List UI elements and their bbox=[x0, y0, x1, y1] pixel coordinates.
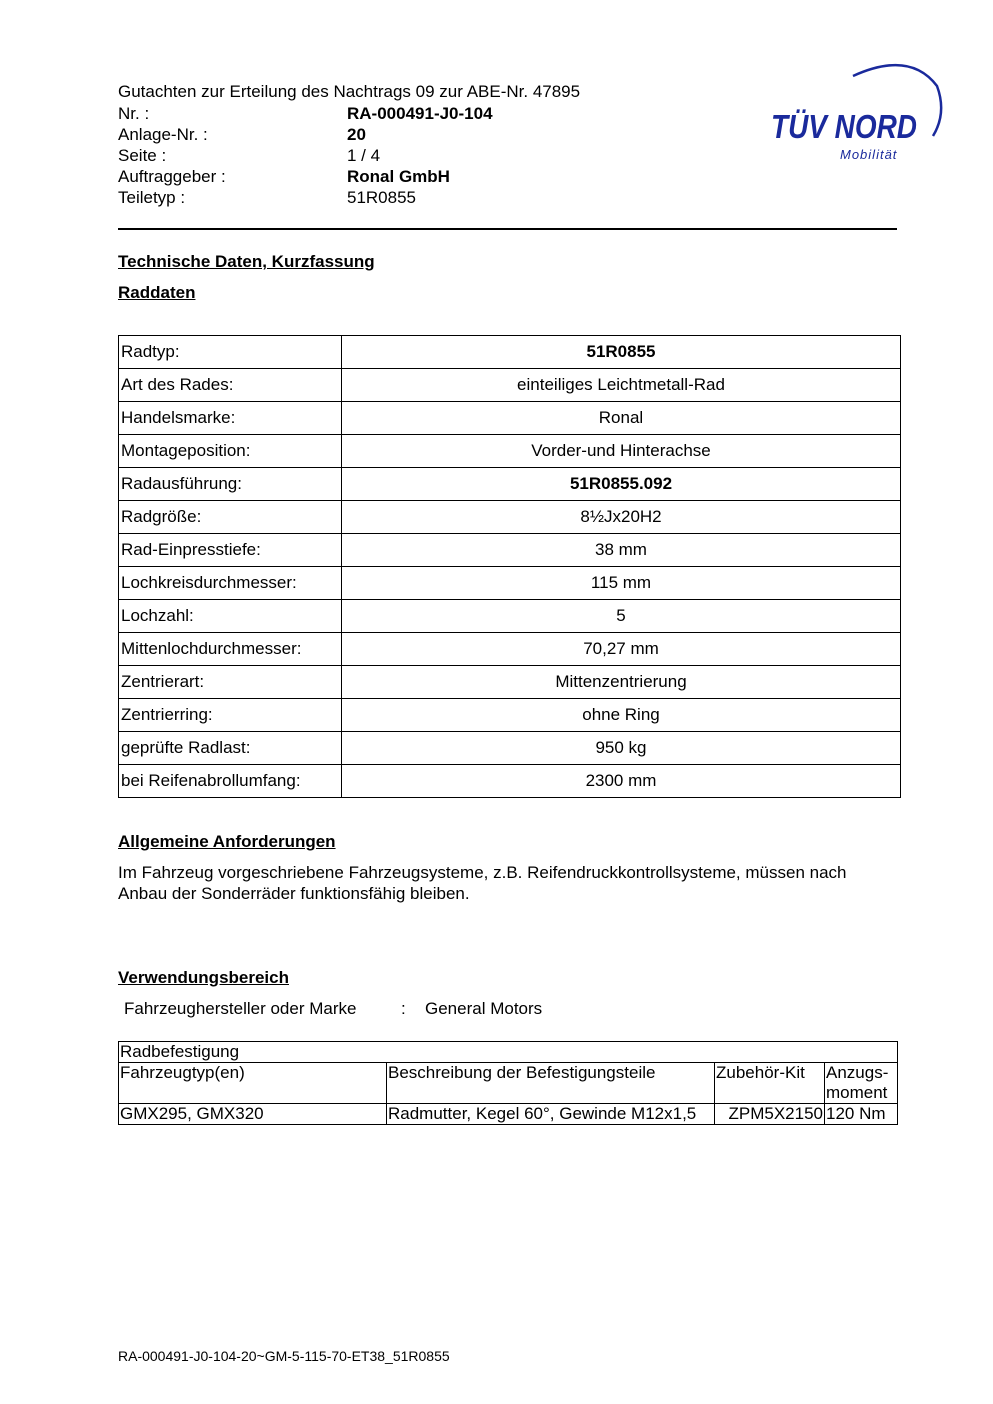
heading-verwendungsbereich: Verwendungsbereich bbox=[118, 968, 289, 987]
header-value: Ronal GmbH bbox=[347, 167, 450, 186]
document-title: Gutachten zur Erteilung des Nachtrags 09 zur ABE-Nr. 47895 bbox=[118, 82, 581, 101]
header-cell-anzugsmoment: Anzugs-moment bbox=[825, 1063, 898, 1104]
header-cell-zubehoer-kit: Zubehör-Kit bbox=[715, 1063, 825, 1104]
table-header-row bbox=[119, 1063, 898, 1104]
raddaten-label: Rad-Einpresstiefe: bbox=[119, 534, 342, 567]
raddaten-value: Vorder-und Hinterachse bbox=[342, 435, 901, 468]
table-title-row bbox=[119, 1042, 898, 1063]
header-value: RA-000491-J0-104 bbox=[347, 104, 493, 123]
table-row bbox=[119, 765, 901, 798]
raddaten-label: Zentrierring: bbox=[119, 699, 342, 732]
raddaten-label: bei Reifenabrollumfang: bbox=[119, 765, 342, 798]
table-row bbox=[119, 600, 901, 633]
cell-zubehoer-kit: ZPM5X2150 bbox=[715, 1104, 825, 1125]
header-cell-beschreibung: Beschreibung der Befestigungsteile bbox=[387, 1063, 715, 1104]
raddaten-label: Radausführung: bbox=[119, 468, 342, 501]
cell-beschreibung: Radmutter, Kegel 60°, Gewinde M12x1,5 bbox=[387, 1104, 715, 1125]
raddaten-label: Montageposition: bbox=[119, 435, 342, 468]
table-row bbox=[119, 369, 901, 402]
header-divider bbox=[118, 228, 897, 230]
header-label: Seite : bbox=[118, 146, 167, 165]
heading-allgemeine-anforderungen: Allgemeine Anforderungen bbox=[118, 832, 336, 851]
maker-value: General Motors bbox=[425, 999, 543, 1018]
raddaten-table bbox=[118, 335, 901, 798]
header-row-teiletyp bbox=[118, 187, 493, 208]
raddaten-value: 8½Jx20H2 bbox=[342, 501, 901, 534]
heading-technische-daten: Technische Daten, Kurzfassung bbox=[118, 252, 375, 271]
tuv-nord-logo bbox=[765, 58, 945, 168]
header-label: Nr. : bbox=[118, 104, 150, 123]
raddaten-value: 70,27 mm bbox=[342, 633, 901, 666]
table-row bbox=[119, 435, 901, 468]
raddaten-value: 2300 mm bbox=[342, 765, 901, 798]
table-row bbox=[119, 567, 901, 600]
raddaten-value: Mittenzentrierung bbox=[342, 666, 901, 699]
cell-fahrzeugtyp: GMX295, GMX320 bbox=[119, 1104, 387, 1125]
logo-subtitle: Mobilität bbox=[840, 147, 898, 162]
raddaten-label: Zentrierart: bbox=[119, 666, 342, 699]
allgemeine-anforderungen-text: Im Fahrzeug vorgeschriebene Fahrzeugsysteme, z.B. Reifendruckkontrollsysteme, müssen nach Anbau der Sonderräder funktionsfähig bleiben. bbox=[118, 863, 847, 903]
radbefestigung-title: Radbefestigung bbox=[119, 1042, 898, 1063]
cell-anzugsmoment: 120 Nm bbox=[825, 1104, 898, 1125]
raddaten-label: Radtyp: bbox=[119, 336, 342, 369]
heading-raddaten: Raddaten bbox=[118, 283, 196, 302]
raddaten-label: Lochkreisdurchmesser: bbox=[119, 567, 342, 600]
raddaten-value: 950 kg bbox=[342, 732, 901, 765]
header-value: 1 / 4 bbox=[347, 146, 381, 165]
table-row bbox=[119, 402, 901, 435]
header-label: Anlage-Nr. : bbox=[118, 125, 208, 144]
raddaten-value: 38 mm bbox=[342, 534, 901, 567]
header-row-anlage bbox=[118, 124, 493, 145]
raddaten-value: Ronal bbox=[342, 402, 901, 435]
header-row-auftraggeber bbox=[118, 166, 493, 187]
raddaten-value: einteiliges Leichtmetall-Rad bbox=[342, 369, 901, 402]
header-label: Auftraggeber : bbox=[118, 167, 226, 186]
header-value: 20 bbox=[347, 125, 366, 144]
raddaten-label: Handelsmarke: bbox=[119, 402, 342, 435]
raddaten-value: 51R0855 bbox=[342, 336, 901, 369]
header-cell-fahrzeugtyp: Fahrzeugtyp(en) bbox=[119, 1063, 387, 1104]
table-row bbox=[119, 732, 901, 765]
footer-reference: RA-000491-J0-104-20~GM-5-115-70-ET38_51R0855 bbox=[118, 1348, 450, 1364]
raddaten-value: 5 bbox=[342, 600, 901, 633]
logo-brand: TÜV NORD bbox=[771, 108, 917, 145]
table-row bbox=[119, 534, 901, 567]
raddaten-value: 115 mm bbox=[342, 567, 901, 600]
table-row bbox=[119, 468, 901, 501]
table-row bbox=[119, 633, 901, 666]
header-info bbox=[118, 103, 493, 208]
table-row bbox=[119, 666, 901, 699]
raddaten-label: Mittenlochdurchmesser: bbox=[119, 633, 342, 666]
header-row-nr bbox=[118, 103, 493, 124]
maker-label: Fahrzeughersteller oder Marke bbox=[124, 999, 357, 1018]
raddaten-label: Radgröße: bbox=[119, 501, 342, 534]
table-row bbox=[119, 699, 901, 732]
header-row-seite bbox=[118, 145, 493, 166]
raddaten-label: Lochzahl: bbox=[119, 600, 342, 633]
table-row bbox=[119, 336, 901, 369]
maker-separator: : bbox=[401, 999, 406, 1018]
raddaten-label: geprüfte Radlast: bbox=[119, 732, 342, 765]
raddaten-label: Art des Rades: bbox=[119, 369, 342, 402]
raddaten-value: ohne Ring bbox=[342, 699, 901, 732]
header-label: Teiletyp : bbox=[118, 188, 186, 207]
table-row bbox=[119, 501, 901, 534]
table-row bbox=[119, 1104, 898, 1125]
radbefestigung-table bbox=[118, 1041, 898, 1125]
raddaten-value: 51R0855.092 bbox=[342, 468, 901, 501]
header-value: 51R0855 bbox=[347, 188, 417, 207]
